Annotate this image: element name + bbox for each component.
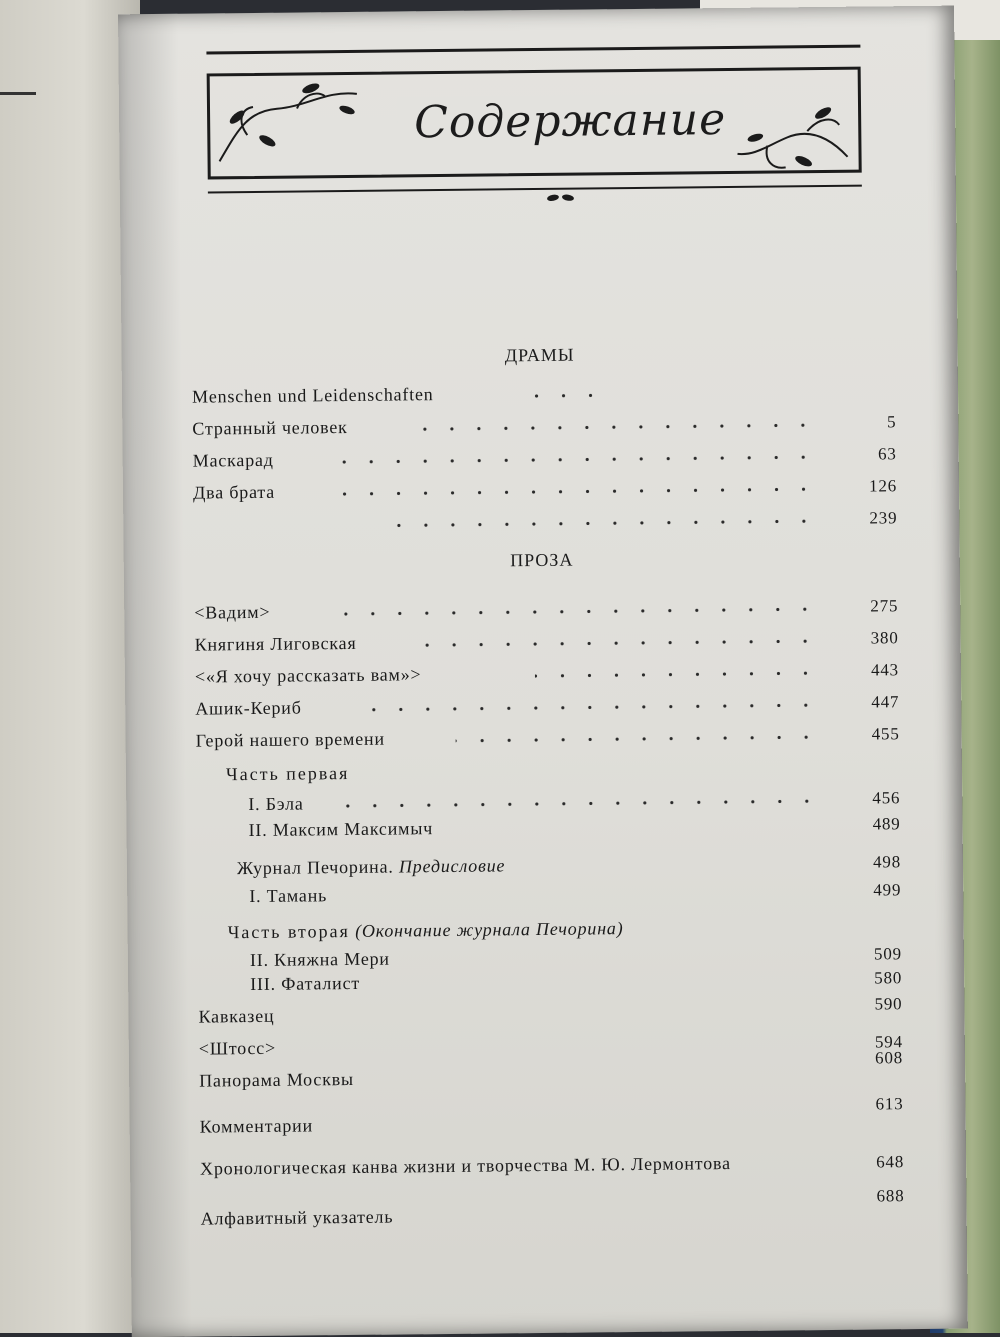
toc-entry[interactable]	[198, 992, 903, 1027]
toc-entry-title: Панорама Москвы	[199, 1068, 354, 1091]
toc-page-number: 608	[874, 1048, 904, 1068]
leader-dots	[535, 669, 819, 680]
toc-entry[interactable]	[200, 1144, 905, 1179]
toc-entry[interactable]	[192, 405, 897, 440]
toc-entry-title: II. Княжна Мери	[249, 948, 390, 971]
leader-dots	[456, 733, 820, 745]
section-heading-drama: ДРАМЫ	[504, 344, 575, 366]
toc-entry-title: Два брата	[192, 481, 276, 503]
toc-entry-title: I. Бэла	[248, 793, 304, 815]
toc-entry-title: Хронологическая канва жизни и творчества М. Ю. Лермонтова	[200, 1153, 731, 1179]
leader-dots	[512, 391, 604, 400]
toc-entry[interactable]	[195, 684, 900, 719]
toc-page-number: 275	[870, 596, 899, 616]
toc-entry[interactable]	[192, 436, 897, 471]
toc-entry[interactable]	[199, 1094, 904, 1137]
toc-page-number: 443	[870, 660, 900, 680]
toc-entry[interactable]	[192, 468, 898, 503]
section-heading-prose: ПРОЗА	[510, 549, 574, 571]
page-title: Содержание	[397, 94, 744, 149]
toc-entry-title: Menschen und Leidenschaften	[191, 384, 434, 407]
toc-entry-title: Маскарад	[192, 449, 274, 471]
toc-entry-title-italic: Предисловие	[398, 855, 506, 877]
toc-entry-title-main: Журнал Печорина.	[236, 856, 394, 879]
toc-page-number: 5	[886, 412, 897, 432]
toc-page-number: 239	[869, 508, 898, 528]
toc-entry-title: Странный человек	[192, 416, 348, 439]
leader-dots	[402, 421, 816, 433]
toc-page-number: 613	[875, 1094, 904, 1114]
leader-dots	[323, 485, 817, 498]
toc-page-number: 126	[868, 476, 898, 496]
toc-entry-title: <«Я хочу рассказать вам»>	[194, 664, 422, 687]
toc-page-number: 456	[872, 788, 901, 808]
toc-entry-title: III. Фаталист	[250, 972, 361, 995]
toc-subsection[interactable]	[226, 750, 906, 785]
toc-page-number: 688	[876, 1186, 905, 1206]
toc-entry[interactable]	[194, 588, 899, 623]
toc-entry-title: Кавказец	[198, 1005, 275, 1027]
toc-page-number: 63	[877, 444, 897, 464]
leader-dots	[355, 701, 819, 714]
toc-entry[interactable]	[192, 373, 872, 408]
toc-page-number: 509	[873, 944, 903, 964]
leader-dots	[323, 453, 817, 466]
leader-dots	[425, 637, 819, 649]
toc-page-number: 499	[873, 880, 902, 900]
toc-entry[interactable]	[200, 1186, 905, 1229]
page-gutter-shadow	[118, 14, 192, 1337]
toc-page-number: 455	[871, 724, 900, 744]
toc-entry-title: I. Тамань	[249, 885, 328, 907]
toc-page-number: 380	[870, 628, 899, 648]
toc-entry-title: Княгиня Лиговская	[194, 632, 357, 655]
toc-entry[interactable]	[249, 872, 902, 907]
toc-page-number: 498	[872, 852, 902, 872]
toc-entry-title: Ашик-Кериб	[195, 697, 302, 719]
leader-dots	[344, 605, 818, 618]
toc-page-number: 489	[872, 814, 901, 834]
leader-dots	[393, 517, 817, 529]
toc-subsection-title-main: Часть вторая	[227, 921, 350, 943]
toc-subsection-title-italic: (Окончание журнала Печорина)	[355, 918, 624, 941]
toc-entry[interactable]	[194, 620, 899, 655]
toc-entry[interactable]	[193, 500, 898, 535]
toc-entry[interactable]	[199, 1048, 904, 1091]
toc-entry-title: Комментарии	[199, 1115, 314, 1137]
toc-entry[interactable]	[194, 652, 900, 687]
toc-entry-title: <Вадим>	[194, 601, 271, 623]
toc-page-number: 447	[871, 692, 900, 712]
header-ornament	[206, 45, 862, 214]
toc-entry[interactable]	[250, 960, 903, 995]
toc-entry-title	[237, 855, 506, 879]
toc-entry-title: <Штосс>	[198, 1037, 277, 1059]
contents-page	[118, 6, 968, 1337]
toc-page-number: 590	[874, 994, 903, 1014]
toc-entry-title: II. Максим Максимыч	[248, 818, 434, 841]
toc-entry[interactable]	[248, 806, 901, 841]
toc-page-number: 580	[874, 968, 903, 988]
toc-entry-title: Алфавитный указатель	[200, 1206, 394, 1229]
toc-entry[interactable]	[195, 716, 900, 751]
toc-subsection-title: Часть первая	[225, 762, 350, 785]
left-page-rule	[0, 92, 36, 95]
toc-entry-title: Герой нашего времени	[195, 728, 385, 751]
toc-page-number: 648	[876, 1152, 905, 1172]
toc-page-number: 594	[874, 1032, 903, 1052]
